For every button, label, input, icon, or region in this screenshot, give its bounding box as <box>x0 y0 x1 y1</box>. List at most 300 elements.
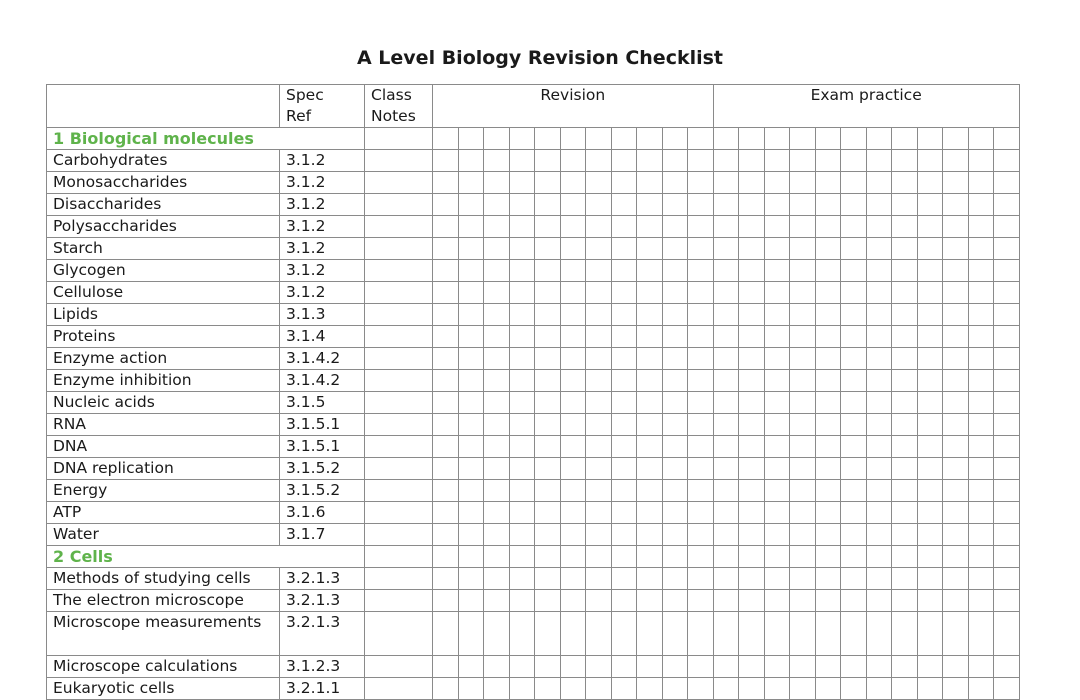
exam-practice-checkbox[interactable] <box>968 194 994 216</box>
revision-checkbox[interactable] <box>560 546 586 568</box>
exam-practice-checkbox[interactable] <box>866 194 892 216</box>
exam-practice-checkbox[interactable] <box>917 216 943 238</box>
exam-practice-checkbox[interactable] <box>815 678 841 700</box>
revision-checkbox[interactable] <box>586 568 612 590</box>
class-notes-checkbox[interactable] <box>365 238 433 260</box>
revision-checkbox[interactable] <box>458 524 484 546</box>
exam-practice-checkbox[interactable] <box>739 590 765 612</box>
revision-checkbox[interactable] <box>688 326 714 348</box>
revision-checkbox[interactable] <box>637 546 663 568</box>
revision-checkbox[interactable] <box>535 458 561 480</box>
exam-practice-checkbox[interactable] <box>764 502 790 524</box>
revision-checkbox[interactable] <box>509 656 535 678</box>
revision-checkbox[interactable] <box>509 326 535 348</box>
revision-checkbox[interactable] <box>458 216 484 238</box>
revision-checkbox[interactable] <box>662 216 688 238</box>
revision-checkbox[interactable] <box>560 392 586 414</box>
exam-practice-checkbox[interactable] <box>764 172 790 194</box>
class-notes-checkbox[interactable] <box>365 216 433 238</box>
exam-practice-checkbox[interactable] <box>994 502 1020 524</box>
revision-checkbox[interactable] <box>637 590 663 612</box>
exam-practice-checkbox[interactable] <box>764 326 790 348</box>
exam-practice-checkbox[interactable] <box>841 260 867 282</box>
revision-checkbox[interactable] <box>433 194 459 216</box>
exam-practice-checkbox[interactable] <box>739 524 765 546</box>
revision-checkbox[interactable] <box>611 590 637 612</box>
exam-practice-checkbox[interactable] <box>866 238 892 260</box>
revision-checkbox[interactable] <box>662 370 688 392</box>
exam-practice-checkbox[interactable] <box>841 612 867 656</box>
revision-checkbox[interactable] <box>662 172 688 194</box>
revision-checkbox[interactable] <box>611 260 637 282</box>
revision-checkbox[interactable] <box>509 568 535 590</box>
revision-checkbox[interactable] <box>611 238 637 260</box>
revision-checkbox[interactable] <box>535 436 561 458</box>
exam-practice-checkbox[interactable] <box>815 194 841 216</box>
revision-checkbox[interactable] <box>433 480 459 502</box>
revision-checkbox[interactable] <box>560 326 586 348</box>
revision-checkbox[interactable] <box>484 458 510 480</box>
exam-practice-checkbox[interactable] <box>841 546 867 568</box>
exam-practice-checkbox[interactable] <box>943 612 969 656</box>
revision-checkbox[interactable] <box>560 678 586 700</box>
exam-practice-checkbox[interactable] <box>739 392 765 414</box>
revision-checkbox[interactable] <box>433 128 459 150</box>
revision-checkbox[interactable] <box>662 150 688 172</box>
exam-practice-checkbox[interactable] <box>994 150 1020 172</box>
exam-practice-checkbox[interactable] <box>815 414 841 436</box>
revision-checkbox[interactable] <box>637 502 663 524</box>
revision-checkbox[interactable] <box>662 590 688 612</box>
revision-checkbox[interactable] <box>662 128 688 150</box>
revision-checkbox[interactable] <box>637 172 663 194</box>
exam-practice-checkbox[interactable] <box>790 370 816 392</box>
revision-checkbox[interactable] <box>611 502 637 524</box>
revision-checkbox[interactable] <box>611 414 637 436</box>
exam-practice-checkbox[interactable] <box>739 436 765 458</box>
exam-practice-checkbox[interactable] <box>764 568 790 590</box>
revision-checkbox[interactable] <box>509 414 535 436</box>
revision-checkbox[interactable] <box>688 150 714 172</box>
revision-checkbox[interactable] <box>611 128 637 150</box>
exam-practice-checkbox[interactable] <box>892 216 918 238</box>
revision-checkbox[interactable] <box>433 656 459 678</box>
exam-practice-checkbox[interactable] <box>892 612 918 656</box>
exam-practice-checkbox[interactable] <box>892 282 918 304</box>
revision-checkbox[interactable] <box>662 612 688 656</box>
revision-checkbox[interactable] <box>662 326 688 348</box>
exam-practice-checkbox[interactable] <box>764 370 790 392</box>
exam-practice-checkbox[interactable] <box>790 304 816 326</box>
exam-practice-checkbox[interactable] <box>790 260 816 282</box>
exam-practice-checkbox[interactable] <box>917 678 943 700</box>
exam-practice-checkbox[interactable] <box>917 282 943 304</box>
exam-practice-checkbox[interactable] <box>917 502 943 524</box>
exam-practice-checkbox[interactable] <box>968 326 994 348</box>
exam-practice-checkbox[interactable] <box>764 348 790 370</box>
revision-checkbox[interactable] <box>484 194 510 216</box>
revision-checkbox[interactable] <box>586 260 612 282</box>
revision-checkbox[interactable] <box>662 392 688 414</box>
revision-checkbox[interactable] <box>662 348 688 370</box>
exam-practice-checkbox[interactable] <box>815 392 841 414</box>
exam-practice-checkbox[interactable] <box>892 436 918 458</box>
revision-checkbox[interactable] <box>611 436 637 458</box>
exam-practice-checkbox[interactable] <box>815 150 841 172</box>
exam-practice-checkbox[interactable] <box>994 282 1020 304</box>
exam-practice-checkbox[interactable] <box>841 370 867 392</box>
revision-checkbox[interactable] <box>560 502 586 524</box>
exam-practice-checkbox[interactable] <box>968 414 994 436</box>
revision-checkbox[interactable] <box>688 524 714 546</box>
exam-practice-checkbox[interactable] <box>764 260 790 282</box>
revision-checkbox[interactable] <box>509 678 535 700</box>
exam-practice-checkbox[interactable] <box>841 128 867 150</box>
exam-practice-checkbox[interactable] <box>739 414 765 436</box>
revision-checkbox[interactable] <box>458 370 484 392</box>
exam-practice-checkbox[interactable] <box>994 480 1020 502</box>
exam-practice-checkbox[interactable] <box>815 546 841 568</box>
revision-checkbox[interactable] <box>560 260 586 282</box>
exam-practice-checkbox[interactable] <box>764 216 790 238</box>
exam-practice-checkbox[interactable] <box>713 590 739 612</box>
revision-checkbox[interactable] <box>611 326 637 348</box>
revision-checkbox[interactable] <box>611 216 637 238</box>
exam-practice-checkbox[interactable] <box>713 150 739 172</box>
exam-practice-checkbox[interactable] <box>866 414 892 436</box>
revision-checkbox[interactable] <box>688 172 714 194</box>
exam-practice-checkbox[interactable] <box>739 502 765 524</box>
exam-practice-checkbox[interactable] <box>917 392 943 414</box>
revision-checkbox[interactable] <box>560 524 586 546</box>
revision-checkbox[interactable] <box>560 150 586 172</box>
revision-checkbox[interactable] <box>484 612 510 656</box>
exam-practice-checkbox[interactable] <box>994 436 1020 458</box>
revision-checkbox[interactable] <box>458 260 484 282</box>
revision-checkbox[interactable] <box>688 260 714 282</box>
exam-practice-checkbox[interactable] <box>841 194 867 216</box>
class-notes-checkbox[interactable] <box>365 524 433 546</box>
exam-practice-checkbox[interactable] <box>713 502 739 524</box>
exam-practice-checkbox[interactable] <box>866 216 892 238</box>
exam-practice-checkbox[interactable] <box>815 612 841 656</box>
revision-checkbox[interactable] <box>688 612 714 656</box>
exam-practice-checkbox[interactable] <box>943 194 969 216</box>
revision-checkbox[interactable] <box>509 260 535 282</box>
exam-practice-checkbox[interactable] <box>968 568 994 590</box>
exam-practice-checkbox[interactable] <box>713 656 739 678</box>
exam-practice-checkbox[interactable] <box>790 612 816 656</box>
exam-practice-checkbox[interactable] <box>739 348 765 370</box>
exam-practice-checkbox[interactable] <box>841 282 867 304</box>
revision-checkbox[interactable] <box>433 260 459 282</box>
revision-checkbox[interactable] <box>688 238 714 260</box>
exam-practice-checkbox[interactable] <box>968 260 994 282</box>
exam-practice-checkbox[interactable] <box>790 172 816 194</box>
exam-practice-checkbox[interactable] <box>764 546 790 568</box>
revision-checkbox[interactable] <box>586 458 612 480</box>
exam-practice-checkbox[interactable] <box>968 436 994 458</box>
revision-checkbox[interactable] <box>433 436 459 458</box>
exam-practice-checkbox[interactable] <box>841 304 867 326</box>
revision-checkbox[interactable] <box>637 458 663 480</box>
exam-practice-checkbox[interactable] <box>892 414 918 436</box>
exam-practice-checkbox[interactable] <box>713 678 739 700</box>
revision-checkbox[interactable] <box>637 370 663 392</box>
exam-practice-checkbox[interactable] <box>790 348 816 370</box>
exam-practice-checkbox[interactable] <box>713 612 739 656</box>
exam-practice-checkbox[interactable] <box>892 656 918 678</box>
exam-practice-checkbox[interactable] <box>943 238 969 260</box>
exam-practice-checkbox[interactable] <box>943 128 969 150</box>
class-notes-checkbox[interactable] <box>365 678 433 700</box>
revision-checkbox[interactable] <box>433 348 459 370</box>
revision-checkbox[interactable] <box>509 502 535 524</box>
exam-practice-checkbox[interactable] <box>968 304 994 326</box>
revision-checkbox[interactable] <box>611 612 637 656</box>
revision-checkbox[interactable] <box>535 414 561 436</box>
revision-checkbox[interactable] <box>688 480 714 502</box>
class-notes-checkbox[interactable] <box>365 348 433 370</box>
exam-practice-checkbox[interactable] <box>841 678 867 700</box>
revision-checkbox[interactable] <box>586 524 612 546</box>
revision-checkbox[interactable] <box>509 546 535 568</box>
revision-checkbox[interactable] <box>433 414 459 436</box>
exam-practice-checkbox[interactable] <box>790 656 816 678</box>
exam-practice-checkbox[interactable] <box>764 282 790 304</box>
exam-practice-checkbox[interactable] <box>892 480 918 502</box>
exam-practice-checkbox[interactable] <box>790 436 816 458</box>
exam-practice-checkbox[interactable] <box>917 458 943 480</box>
exam-practice-checkbox[interactable] <box>943 216 969 238</box>
revision-checkbox[interactable] <box>458 436 484 458</box>
exam-practice-checkbox[interactable] <box>815 436 841 458</box>
revision-checkbox[interactable] <box>433 502 459 524</box>
exam-practice-checkbox[interactable] <box>943 348 969 370</box>
exam-practice-checkbox[interactable] <box>713 326 739 348</box>
revision-checkbox[interactable] <box>535 304 561 326</box>
exam-practice-checkbox[interactable] <box>739 194 765 216</box>
revision-checkbox[interactable] <box>688 128 714 150</box>
exam-practice-checkbox[interactable] <box>994 326 1020 348</box>
exam-practice-checkbox[interactable] <box>866 502 892 524</box>
exam-practice-checkbox[interactable] <box>917 656 943 678</box>
revision-checkbox[interactable] <box>484 502 510 524</box>
revision-checkbox[interactable] <box>637 260 663 282</box>
class-notes-checkbox[interactable] <box>365 612 433 656</box>
exam-practice-checkbox[interactable] <box>841 656 867 678</box>
revision-checkbox[interactable] <box>637 150 663 172</box>
class-notes-checkbox[interactable] <box>365 656 433 678</box>
exam-practice-checkbox[interactable] <box>892 590 918 612</box>
exam-practice-checkbox[interactable] <box>892 238 918 260</box>
revision-checkbox[interactable] <box>662 260 688 282</box>
exam-practice-checkbox[interactable] <box>943 656 969 678</box>
exam-practice-checkbox[interactable] <box>866 348 892 370</box>
exam-practice-checkbox[interactable] <box>713 458 739 480</box>
exam-practice-checkbox[interactable] <box>815 502 841 524</box>
revision-checkbox[interactable] <box>535 260 561 282</box>
revision-checkbox[interactable] <box>509 216 535 238</box>
revision-checkbox[interactable] <box>535 678 561 700</box>
exam-practice-checkbox[interactable] <box>866 436 892 458</box>
revision-checkbox[interactable] <box>560 458 586 480</box>
revision-checkbox[interactable] <box>688 348 714 370</box>
revision-checkbox[interactable] <box>433 172 459 194</box>
exam-practice-checkbox[interactable] <box>841 150 867 172</box>
revision-checkbox[interactable] <box>458 612 484 656</box>
exam-practice-checkbox[interactable] <box>790 524 816 546</box>
revision-checkbox[interactable] <box>560 304 586 326</box>
exam-practice-checkbox[interactable] <box>739 568 765 590</box>
revision-checkbox[interactable] <box>586 392 612 414</box>
revision-checkbox[interactable] <box>560 590 586 612</box>
revision-checkbox[interactable] <box>458 568 484 590</box>
exam-practice-checkbox[interactable] <box>790 128 816 150</box>
revision-checkbox[interactable] <box>509 282 535 304</box>
revision-checkbox[interactable] <box>484 436 510 458</box>
revision-checkbox[interactable] <box>535 216 561 238</box>
exam-practice-checkbox[interactable] <box>994 216 1020 238</box>
exam-practice-checkbox[interactable] <box>815 326 841 348</box>
exam-practice-checkbox[interactable] <box>943 370 969 392</box>
revision-checkbox[interactable] <box>586 590 612 612</box>
exam-practice-checkbox[interactable] <box>764 414 790 436</box>
exam-practice-checkbox[interactable] <box>943 304 969 326</box>
revision-checkbox[interactable] <box>586 414 612 436</box>
revision-checkbox[interactable] <box>484 590 510 612</box>
revision-checkbox[interactable] <box>560 656 586 678</box>
exam-practice-checkbox[interactable] <box>943 546 969 568</box>
exam-practice-checkbox[interactable] <box>994 414 1020 436</box>
exam-practice-checkbox[interactable] <box>841 326 867 348</box>
revision-checkbox[interactable] <box>662 458 688 480</box>
revision-checkbox[interactable] <box>535 194 561 216</box>
exam-practice-checkbox[interactable] <box>815 656 841 678</box>
revision-checkbox[interactable] <box>560 194 586 216</box>
revision-checkbox[interactable] <box>586 150 612 172</box>
exam-practice-checkbox[interactable] <box>713 370 739 392</box>
revision-checkbox[interactable] <box>586 172 612 194</box>
revision-checkbox[interactable] <box>535 612 561 656</box>
class-notes-checkbox[interactable] <box>365 194 433 216</box>
revision-checkbox[interactable] <box>458 326 484 348</box>
exam-practice-checkbox[interactable] <box>815 282 841 304</box>
exam-practice-checkbox[interactable] <box>790 678 816 700</box>
exam-practice-checkbox[interactable] <box>968 524 994 546</box>
revision-checkbox[interactable] <box>535 568 561 590</box>
revision-checkbox[interactable] <box>688 392 714 414</box>
revision-checkbox[interactable] <box>484 150 510 172</box>
exam-practice-checkbox[interactable] <box>790 392 816 414</box>
revision-checkbox[interactable] <box>509 172 535 194</box>
revision-checkbox[interactable] <box>509 458 535 480</box>
exam-practice-checkbox[interactable] <box>943 414 969 436</box>
revision-checkbox[interactable] <box>458 304 484 326</box>
exam-practice-checkbox[interactable] <box>815 238 841 260</box>
revision-checkbox[interactable] <box>662 414 688 436</box>
revision-checkbox[interactable] <box>484 348 510 370</box>
revision-checkbox[interactable] <box>484 370 510 392</box>
revision-checkbox[interactable] <box>688 568 714 590</box>
revision-checkbox[interactable] <box>560 348 586 370</box>
exam-practice-checkbox[interactable] <box>713 238 739 260</box>
class-notes-checkbox[interactable] <box>365 172 433 194</box>
revision-checkbox[interactable] <box>433 216 459 238</box>
revision-checkbox[interactable] <box>611 546 637 568</box>
exam-practice-checkbox[interactable] <box>968 458 994 480</box>
exam-practice-checkbox[interactable] <box>764 678 790 700</box>
revision-checkbox[interactable] <box>535 370 561 392</box>
exam-practice-checkbox[interactable] <box>764 590 790 612</box>
revision-checkbox[interactable] <box>688 502 714 524</box>
revision-checkbox[interactable] <box>484 172 510 194</box>
exam-practice-checkbox[interactable] <box>713 392 739 414</box>
revision-checkbox[interactable] <box>484 656 510 678</box>
exam-practice-checkbox[interactable] <box>815 128 841 150</box>
revision-checkbox[interactable] <box>586 194 612 216</box>
exam-practice-checkbox[interactable] <box>815 348 841 370</box>
exam-practice-checkbox[interactable] <box>713 216 739 238</box>
exam-practice-checkbox[interactable] <box>713 282 739 304</box>
exam-practice-checkbox[interactable] <box>917 172 943 194</box>
revision-checkbox[interactable] <box>586 480 612 502</box>
revision-checkbox[interactable] <box>458 282 484 304</box>
revision-checkbox[interactable] <box>688 458 714 480</box>
revision-checkbox[interactable] <box>458 414 484 436</box>
exam-practice-checkbox[interactable] <box>841 502 867 524</box>
exam-practice-checkbox[interactable] <box>943 590 969 612</box>
revision-checkbox[interactable] <box>458 480 484 502</box>
exam-practice-checkbox[interactable] <box>815 524 841 546</box>
class-notes-checkbox[interactable] <box>365 502 433 524</box>
revision-checkbox[interactable] <box>662 568 688 590</box>
revision-checkbox[interactable] <box>637 656 663 678</box>
revision-checkbox[interactable] <box>662 194 688 216</box>
exam-practice-checkbox[interactable] <box>713 436 739 458</box>
revision-checkbox[interactable] <box>688 216 714 238</box>
revision-checkbox[interactable] <box>458 546 484 568</box>
revision-checkbox[interactable] <box>535 326 561 348</box>
revision-checkbox[interactable] <box>586 348 612 370</box>
class-notes-checkbox[interactable] <box>365 304 433 326</box>
exam-practice-checkbox[interactable] <box>917 524 943 546</box>
revision-checkbox[interactable] <box>535 480 561 502</box>
exam-practice-checkbox[interactable] <box>994 678 1020 700</box>
exam-practice-checkbox[interactable] <box>815 458 841 480</box>
exam-practice-checkbox[interactable] <box>892 502 918 524</box>
revision-checkbox[interactable] <box>688 370 714 392</box>
revision-checkbox[interactable] <box>637 304 663 326</box>
revision-checkbox[interactable] <box>509 128 535 150</box>
exam-practice-checkbox[interactable] <box>943 436 969 458</box>
revision-checkbox[interactable] <box>484 524 510 546</box>
revision-checkbox[interactable] <box>611 392 637 414</box>
exam-practice-checkbox[interactable] <box>713 304 739 326</box>
revision-checkbox[interactable] <box>484 414 510 436</box>
exam-practice-checkbox[interactable] <box>968 502 994 524</box>
revision-checkbox[interactable] <box>586 326 612 348</box>
exam-practice-checkbox[interactable] <box>968 282 994 304</box>
exam-practice-checkbox[interactable] <box>943 326 969 348</box>
revision-checkbox[interactable] <box>586 502 612 524</box>
exam-practice-checkbox[interactable] <box>917 348 943 370</box>
revision-checkbox[interactable] <box>611 524 637 546</box>
revision-checkbox[interactable] <box>662 436 688 458</box>
exam-practice-checkbox[interactable] <box>994 238 1020 260</box>
exam-practice-checkbox[interactable] <box>994 612 1020 656</box>
exam-practice-checkbox[interactable] <box>866 392 892 414</box>
